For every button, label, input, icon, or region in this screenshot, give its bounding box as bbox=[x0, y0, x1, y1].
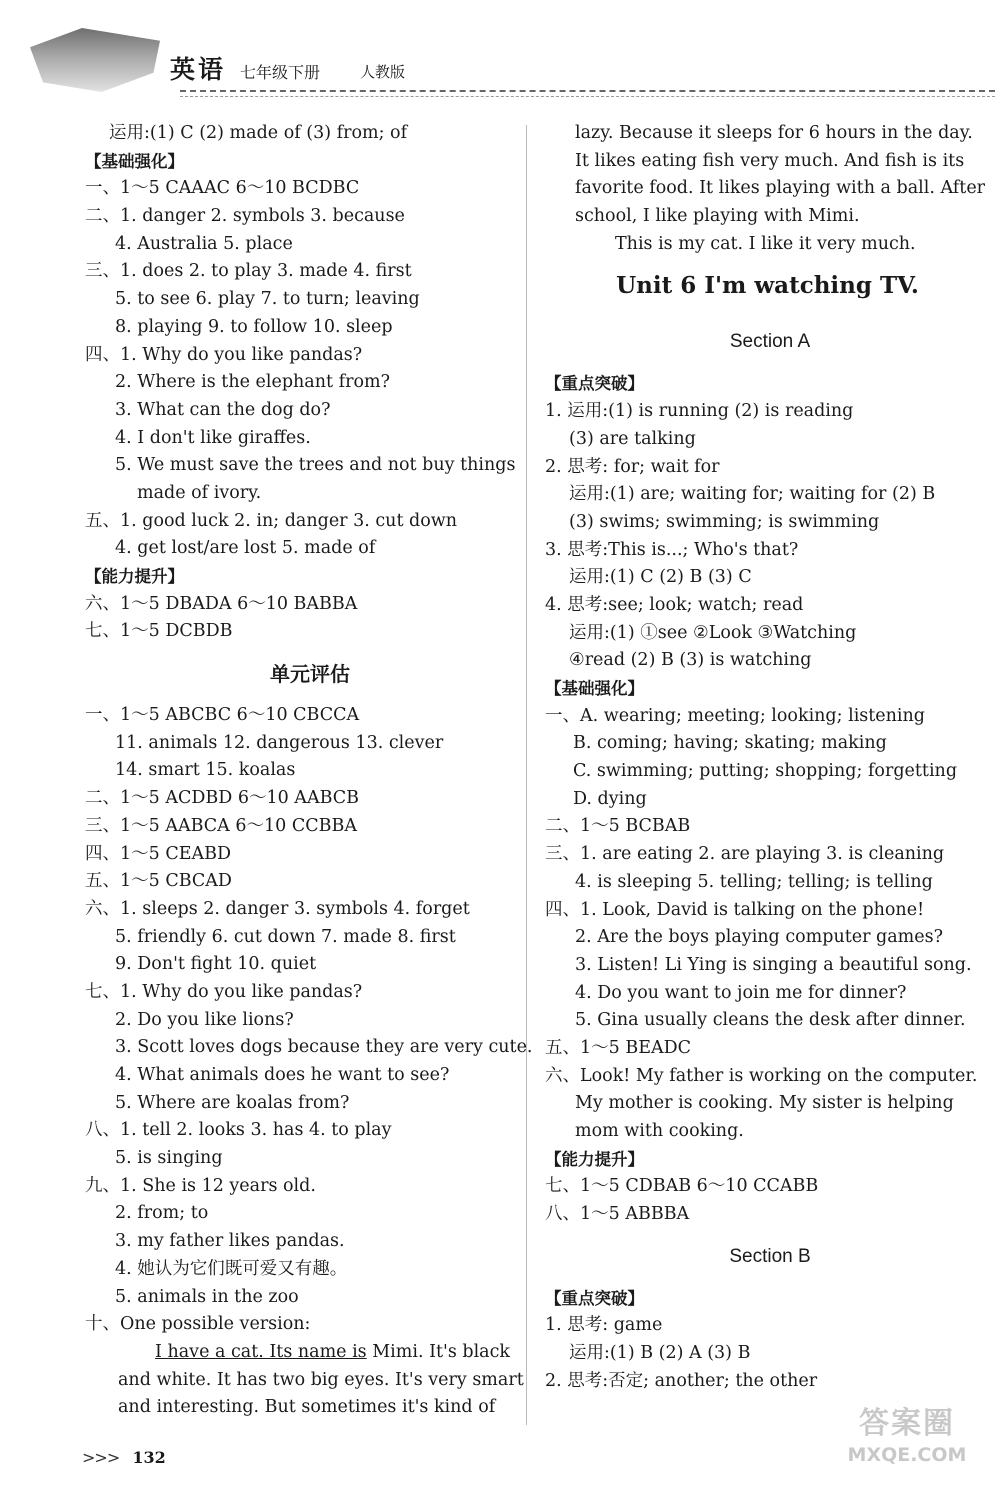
right-line: favorite food. It likes playing with a ball. After bbox=[575, 178, 986, 199]
left-line: 七、1～5 DCBDB bbox=[85, 621, 233, 642]
watermark-url: MXQE.COM bbox=[847, 1444, 967, 1466]
column-divider bbox=[526, 125, 527, 1425]
header-edition: 人教版 bbox=[360, 63, 406, 81]
left-line: 11. animals 12. dangerous 13. clever bbox=[115, 732, 444, 753]
header-rule bbox=[180, 90, 995, 92]
right-line: 4. 思考:see; look; watch; read bbox=[545, 594, 804, 615]
right-line: 2. Are the boys playing computer games? bbox=[575, 927, 943, 948]
right-line: D. dying bbox=[573, 788, 647, 809]
left-line: 五、1～5 CBCAD bbox=[85, 871, 232, 892]
left-line: made of ivory. bbox=[137, 482, 262, 503]
right-line: 2. 思考: for; wait for bbox=[545, 456, 720, 477]
left-line: 5. We must save the trees and not buy things bbox=[115, 455, 516, 476]
header-rule-secondary bbox=[180, 96, 995, 97]
left-line: 一、1～5 ABCBC 6～10 CBCCA bbox=[85, 705, 360, 726]
right-line: 3. 思考:This is...; Who's that? bbox=[545, 539, 799, 560]
page-number: 132 bbox=[132, 1448, 166, 1467]
left-line: 9. Don't fight 10. quiet bbox=[115, 954, 317, 975]
right-line: 一、A. wearing; meeting; looking; listening bbox=[545, 705, 926, 726]
right-line: 三、1. are eating 2. are playing 3. is cleaning bbox=[545, 844, 945, 865]
left-line: 三、1. does 2. to play 3. made 4. first bbox=[85, 261, 412, 282]
left-line: 3. What can the dog do? bbox=[115, 399, 331, 420]
left-line: 八、1. tell 2. looks 3. has 4. to play bbox=[85, 1120, 392, 1141]
left-line bbox=[85, 1339, 515, 1367]
left-line: 一、1～5 CAAAC 6～10 BCDBC bbox=[85, 178, 360, 199]
right-line: Unit 6 I'm watching TV. bbox=[616, 272, 919, 300]
left-line: 六、1. sleeps 2. danger 3. symbols 4. forget bbox=[85, 898, 470, 919]
left-line: 3. my father likes pandas. bbox=[115, 1231, 345, 1252]
right-line: (3) are talking bbox=[569, 428, 696, 449]
header-grade: 七年级下册 bbox=[240, 63, 321, 82]
left-line: 4. Australia 5. place bbox=[115, 233, 293, 254]
left-line: 2. Do you like lions? bbox=[115, 1009, 294, 1030]
left-line: 五、1. good luck 2. in; danger 3. cut down bbox=[85, 510, 458, 531]
left-line: 8. playing 9. to follow 10. sleep bbox=[115, 316, 393, 337]
right-line: 运用:(1) C (2) B (3) C bbox=[569, 567, 752, 588]
left-line: 3. Scott loves dogs because they are very cute. bbox=[115, 1037, 533, 1058]
right-line: ④read (2) B (3) is watching bbox=[569, 650, 812, 671]
left-line: 十、One possible version: bbox=[85, 1314, 311, 1335]
left-column bbox=[85, 120, 533, 1422]
right-line: 运用:(1) are; waiting for; waiting for (2) B bbox=[569, 484, 936, 505]
right-line: 二、1～5 BCBAB bbox=[545, 816, 691, 837]
right-line: 【能力提升】 bbox=[545, 1149, 644, 1169]
left-line: and white. It has two big eyes. It's very smart bbox=[118, 1369, 524, 1390]
page-header bbox=[0, 0, 1000, 100]
left-line: 六、1～5 DBADA 6～10 BABBA bbox=[85, 593, 358, 614]
header-decoration-image bbox=[30, 28, 160, 92]
right-line: It likes eating fish very much. And fish is its bbox=[575, 150, 965, 171]
left-line: 4. What animals does he want to see? bbox=[115, 1065, 450, 1085]
header-subject: 英语 bbox=[170, 55, 227, 84]
right-line: 4. is sleeping 5. telling; telling; is telling bbox=[575, 871, 933, 892]
right-line: mom with cooking. bbox=[575, 1121, 744, 1141]
right-line: 六、Look! My father is working on the computer. bbox=[545, 1065, 978, 1086]
right-line: lazy. Because it sleeps for 6 hours in the day. bbox=[575, 123, 973, 143]
footer-arrows-icon: >>> bbox=[82, 1448, 120, 1467]
left-line: 4. I don't like giraffes. bbox=[115, 427, 311, 448]
right-line: 1. 运用:(1) is running (2) is reading bbox=[545, 401, 854, 422]
left-line: 4. get lost/are lost 5. made of bbox=[115, 538, 376, 559]
left-line: 二、1～5 ACDBD 6～10 AABCB bbox=[85, 788, 360, 809]
right-line: This is my cat. I like it very much. bbox=[615, 233, 916, 254]
right-line: 【基础强化】 bbox=[545, 679, 644, 698]
left-line: 二、1. danger 2. symbols 3. because bbox=[85, 206, 405, 227]
right-line: 4. Do you want to join me for dinner? bbox=[575, 982, 907, 1003]
left-line: 运用:(1) C (2) made of (3) from; of bbox=[109, 123, 408, 143]
left-line: 5. friendly 6. cut down 7. made 8. first bbox=[115, 926, 456, 947]
right-line: My mother is cooking. My sister is helping bbox=[575, 1093, 954, 1114]
right-line: 运用:(1) ①see ②Look ③Watching bbox=[569, 622, 857, 643]
page-footer bbox=[82, 1448, 166, 1467]
left-line: 5. is singing bbox=[115, 1148, 223, 1169]
left-line: 【基础强化】 bbox=[85, 151, 184, 171]
right-column bbox=[545, 120, 986, 1396]
left-line: 四、1. Why do you like pandas? bbox=[85, 344, 363, 365]
right-line: C. swimming; putting; shopping; forgetting bbox=[573, 761, 958, 782]
watermark bbox=[822, 1398, 992, 1466]
right-line: 运用:(1) B (2) A (3) B bbox=[569, 1343, 751, 1364]
left-line: 14. smart 15. koalas bbox=[115, 760, 296, 781]
right-line: 5. Gina usually cleans the desk after dinner. bbox=[575, 1010, 966, 1031]
right-line: 四、1. Look, David is talking on the phone! bbox=[545, 899, 925, 920]
left-line: 5. Where are koalas from? bbox=[115, 1092, 350, 1113]
left-line: 九、1. She is 12 years old. bbox=[85, 1175, 316, 1196]
left-line: and interesting. But sometimes it's kind of bbox=[118, 1397, 496, 1418]
left-line: 4. 她认为它们既可爱又有趣。 bbox=[115, 1258, 348, 1279]
right-line: 1. 思考: game bbox=[545, 1315, 663, 1336]
left-line: 2. from; to bbox=[115, 1203, 209, 1224]
left-line: 七、1. Why do you like pandas? bbox=[85, 981, 363, 1002]
left-line: 【能力提升】 bbox=[85, 567, 184, 586]
right-line: 【重点突破】 bbox=[545, 374, 644, 394]
left-line: 四、1～5 CEABD bbox=[85, 843, 232, 864]
left-line: 单元评估 bbox=[270, 662, 350, 687]
right-line: 五、1～5 BEADC bbox=[545, 1037, 692, 1058]
left-line: 三、1～5 AABCA 6～10 CCBBA bbox=[85, 815, 357, 836]
left-line: 5. animals in the zoo bbox=[115, 1286, 299, 1307]
left-line: 5. to see 6. play 7. to turn; leaving bbox=[115, 289, 420, 310]
right-line: 八、1～5 ABBBA bbox=[545, 1204, 690, 1225]
right-line: 2. 思考:否定; another; the other bbox=[545, 1370, 818, 1391]
right-line: 七、1～5 CDBAB 6～10 CCABB bbox=[545, 1176, 819, 1197]
right-line: (3) swims; swimming; is swimming bbox=[569, 511, 880, 532]
left-line: 2. Where is the elephant from? bbox=[115, 372, 390, 393]
watermark-text: 答案圈 bbox=[859, 1406, 955, 1441]
right-line: Section A bbox=[729, 331, 811, 353]
right-line: school, I like playing with Mimi. bbox=[575, 206, 860, 227]
right-line: B. coming; having; skating; making bbox=[573, 733, 887, 754]
right-line: 3. Listen! Li Ying is singing a beautiful song. bbox=[575, 954, 972, 975]
essay-first-line-rest: Mimi. It's black bbox=[366, 1341, 511, 1362]
right-line: 【重点突破】 bbox=[545, 1288, 644, 1308]
essay-underlined-text: I have a cat. Its name is bbox=[155, 1341, 367, 1362]
right-line: Section B bbox=[729, 1245, 811, 1267]
